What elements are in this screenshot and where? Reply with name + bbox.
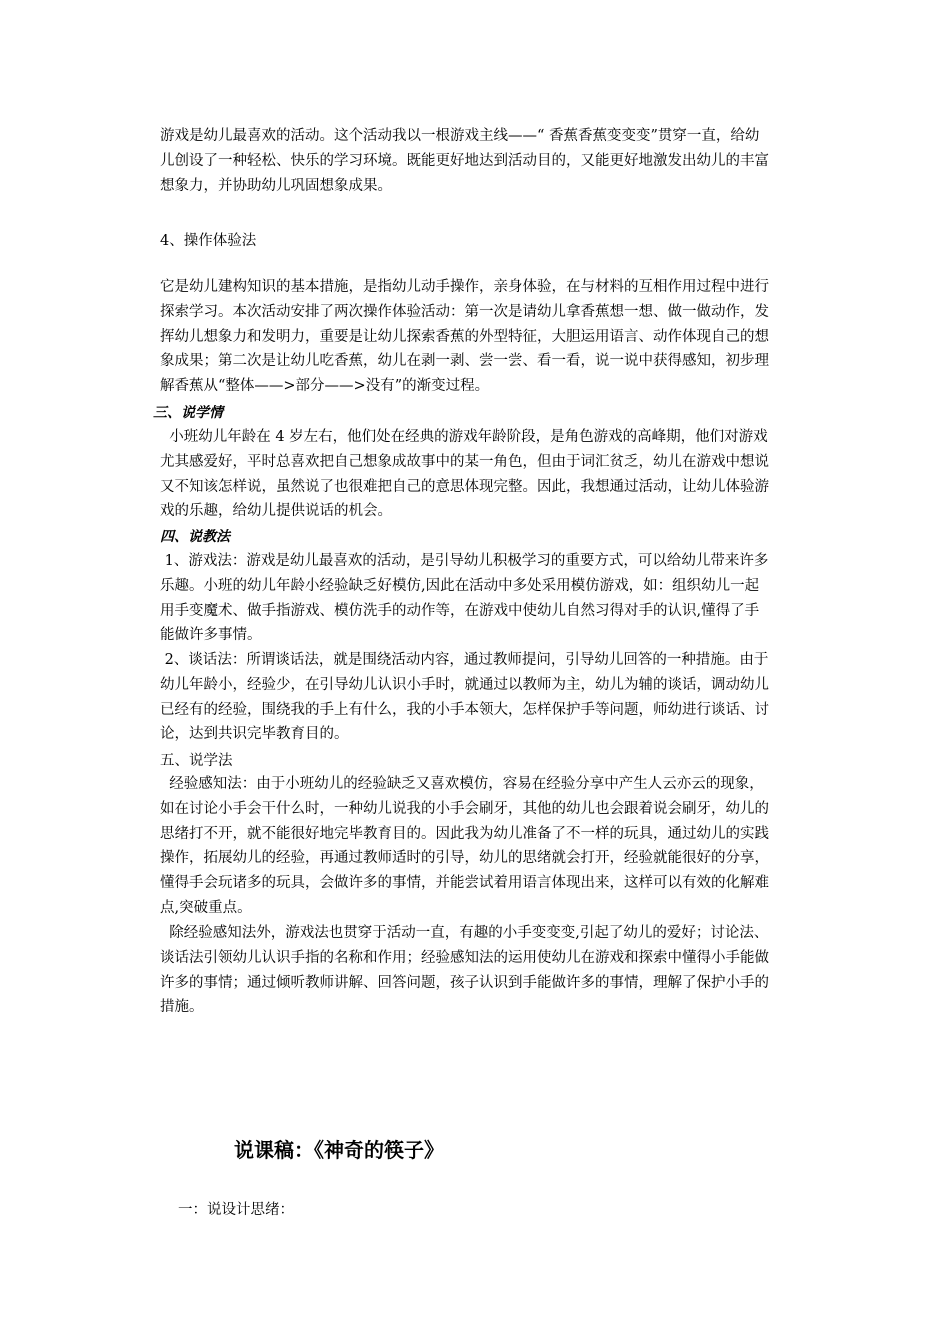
method4-heading: 4、操作体验法 xyxy=(160,233,257,249)
text-line: 能做许多事情。 xyxy=(160,627,262,644)
text-line: 幼儿年龄小，经验少，在引导幼儿认识小手时，就通过以教师为主，幼儿为辅的谈话，调动幼儿 xyxy=(160,676,769,693)
text-line: 用手变魔术、做手指游戏、模仿洗手的动作等，在游戏中使幼儿自然习得对手的认识,懂得了手 xyxy=(160,602,760,619)
text-line: 象成果；第二次是让幼儿吃香蕉，幼儿在剥一剥、尝一尝、看一看，说一说中获得感知，初步理 xyxy=(160,353,769,370)
text-line: 它是幼儿建构知识的基本措施，是指幼儿动手操作，亲身体验，在与材料的互相作用过程中进行 xyxy=(160,279,769,295)
intro-paragraph xyxy=(160,124,864,198)
section3-heading: 三、说学情 xyxy=(153,405,223,421)
text-line: 经验感知法：由于小班幼儿的经验缺乏又喜欢模仿，容易在经验分享中产生人云亦云的现象， xyxy=(160,776,764,792)
text-line: 解香蕉从“整体——>部分——>没有”的渐变过程。 xyxy=(160,378,490,395)
text-line: 思绪打不开，就不能很好地完毕教育目的。因此我为幼儿准备了不一样的玩具，通过幼儿的实践 xyxy=(160,825,769,842)
text-line: 操作，拓展幼儿的经验，再通过教师适时的引导，幼儿的思绪就会打开，经验就能很好的分享， xyxy=(160,850,769,867)
text-line: 尤其感爱好，平时总喜欢把自己想象成故事中的某一角色，但由于词汇贫乏，幼儿在游戏中想说 xyxy=(160,453,769,470)
text-line: 想象力，并协助幼儿巩固想象成果。 xyxy=(160,177,392,194)
text-line: 谈话法引领幼儿认识手指的名称和作用；经验感知法的运用使幼儿在游戏和探索中懂得小手能做 xyxy=(160,949,769,966)
text-line: 懂得手会玩诸多的玩具，会做许多的事情，并能尝试着用语言体现出来，这样可以有效的化解难 xyxy=(160,875,769,892)
text-line: 戏的乐趣，给幼儿提供说话的机会。 xyxy=(160,503,392,520)
text-line: 措施。 xyxy=(160,999,204,1016)
text-line: 已经有的经验，围绕我的手上有什么，我的小手本领大，怎样保护手等问题，师幼进行谈话、讨 xyxy=(160,701,769,718)
text-line: 1、游戏法：游戏是幼儿最喜欢的活动，是引导幼儿积极学习的重要方式，可以给幼儿带来许多 xyxy=(160,553,769,569)
text-line: 除经验感知法外，游戏法也贯穿于活动一直，有趣的小手变变变,引起了幼儿的爱好；讨论法、 xyxy=(160,925,769,941)
text-line: 许多的事情；通过倾听教师讲解、回答问题，孩子认识到手能做许多的事情，理解了保护小手的 xyxy=(160,974,769,991)
text-line: 儿创设了一种轻松、快乐的学习环境。既能更好地达到活动目的，又能更好地激发出幼儿的丰富 xyxy=(160,152,769,169)
text-line: 探索学习。本次活动安排了两次操作体验活动：第一次是请幼儿拿香蕉想一想、做一做动作，发 xyxy=(160,303,769,320)
section5-paragraph1 xyxy=(160,772,864,921)
text-line: 如在讨论小手会干什么时，一种幼儿说我的小手会刷牙，其他的幼儿也会跟着说会刷牙，幼儿的 xyxy=(160,800,769,817)
text-line: 挥幼儿想象力和发明力，重要是让幼儿探索香蕉的外型特征，大胆运用语言、动作体现自己的想 xyxy=(160,328,769,345)
text-line: 乐趣。小班的幼儿年龄小经验缺乏好模仿,因此在活动中多处采用模仿游戏，如：组织幼儿一起 xyxy=(160,577,760,594)
text-line: 小班幼儿年龄在 4 岁左右，他们处在经典的游戏年龄阶段，是角色游戏的高峰期，他们对游戏 xyxy=(160,429,768,445)
next-lesson-title: 说课稿：《神奇的筷子》 xyxy=(234,1138,444,1162)
section4-item1 xyxy=(160,549,864,648)
section5-paragraph2 xyxy=(160,921,864,1020)
text-line: 点,突破重点。 xyxy=(160,899,252,916)
text-line: 又不知该怎样说，虽然说了也很难把自己的意思体现完整。因此，我想通过活动，让幼儿体验游 xyxy=(160,478,769,495)
section5-heading: 五、说学法 xyxy=(160,753,233,769)
next-section1-heading: 一：说设计思绪： xyxy=(178,1202,294,1218)
section4-item2 xyxy=(160,648,864,747)
text-line: 2、谈话法：所谓谈话法，就是围绕活动内容，通过教师提问，引导幼儿回答的一种措施。由于 xyxy=(160,652,769,668)
section3-paragraph xyxy=(160,425,864,524)
section4-heading: 四、说教法 xyxy=(160,529,230,545)
text-line: 游戏是幼儿最喜欢的活动。这个活动我以一根游戏主线——“ 香蕉香蕉变变变”贯穿一直，给幼 xyxy=(160,128,760,144)
text-line: 论，达到共识完毕教育目的。 xyxy=(160,726,349,743)
method4-paragraph xyxy=(160,275,864,399)
